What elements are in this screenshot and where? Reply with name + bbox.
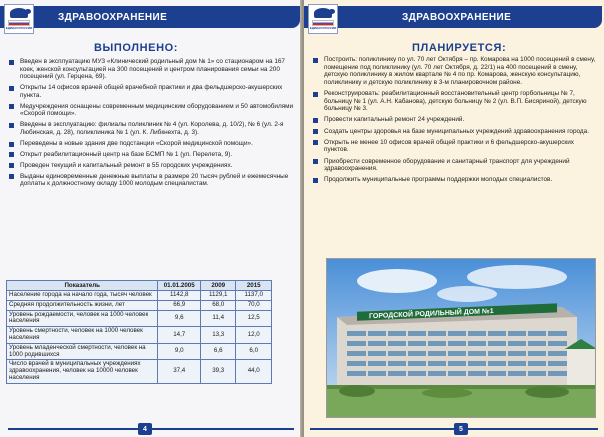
column-header: 01.01.2005 [158,281,201,291]
list-item: Провести капитальный ремонт 24 учреждений. [312,116,598,124]
table-header-row [7,281,272,291]
table-cell: 9,0 [158,343,201,360]
table-cell: 1129,1 [200,291,235,301]
bear-icon [10,8,28,18]
table-row [7,291,272,301]
list-item: Открыт реабилитационный центр на базе БСМП № 1 (ул. Перелета, 9). [8,151,294,159]
table-row [7,343,272,360]
table-cell: 37,4 [158,360,201,383]
table-cell: 66,9 [158,300,201,310]
table-cell: 44,0 [236,360,272,383]
table-cell: 9,6 [158,310,201,327]
table-cell: 1142,8 [158,291,201,301]
table-cell: 14,7 [158,327,201,344]
table-cell: 68,0 [200,300,235,310]
right-page-number: 5 [454,423,468,435]
statistics-table [6,280,272,384]
table-cell: Население города на начало года, тысяч человек [7,291,158,301]
right-section-title: ПЛАНИРУЕТСЯ: [412,42,507,54]
list-item: Приобрести современное оборудование и санитарный транспорт для учреждений здравоохранения. [312,158,598,173]
logo-caption: ЕДИНАЯ РОССИЯ [309,26,337,30]
column-header: Показатель [7,281,158,291]
table-row [7,300,272,310]
left-bullet-list [8,58,294,191]
list-item: Реконструировать: реабилитационный восстановительный центр горбольницы № 7, больницу № 1 (ул. А.Н. Кабанова), детскую больницу № 2 (ул. В.П. Бисяриной), детскую больницу № 3. [312,90,598,113]
maternity-hospital-photo [326,258,596,418]
list-item: Создать центры здоровья на базе муниципальных учреждений здравоохранения города. [312,128,598,136]
logo-caption: ЕДИНАЯ РОССИЯ [5,26,33,30]
hospital-building-image [327,259,596,418]
table-cell: 12,0 [236,327,272,344]
list-item: Открыты 14 офисов врачей общей врачебной практики и два фельдшерско-акушерских пункта. [8,84,294,99]
table-cell: 11,4 [200,310,235,327]
column-header: 2009 [200,281,235,291]
list-item: Открыть не менее 10 офисов врачей общей практики и 6 фельдшерско-акушерских пунктов. [312,139,598,154]
left-header-title: ЗДРАВООХРАНЕНИЕ [58,11,168,23]
left-page-number: 4 [138,423,152,435]
table-row [7,310,272,327]
right-header-bar [304,6,602,28]
right-bullet-list [312,56,598,187]
hospital-sign-text: ГОРОДСКОЙ РОДИЛЬНЫЙ ДОМ №1 [369,308,494,321]
table-cell: Уровень младенческой смертности, человек на 1000 родившихся [7,343,158,360]
list-item: Введен в эксплуатацию МУЗ «Клинический родильный дом № 1» со стационаром на 167 коек, женской консультацией на 300 посещений и центром планирования семьи на 200 посещений (ул. Герцена, 69). [8,58,294,81]
list-item: Выданы единовременные денежные выплаты в размере 20 тысяч рублей и ежемесячные доплаты к должностному окладу 1000 молодым специалистам. [8,173,294,188]
list-item: Переведены в новые здания две подстанции «Скорой медицинской помощи». [8,140,294,148]
list-item: Медучреждения оснащены современным медицинским оборудованием и 50 автомобилями «Скорой помощи». [8,103,294,118]
list-item: Построить: поликлинику по ул. 70 лет Октября – пр. Комарова на 1000 посещений в смену, помещение под поликлинику (ул. 70 лет Октября, д. 22/1) на 400 посещений в смену, детскую поликлинику в жилом квартале № 4 по пр. Комарова, женскую консультацию, поликлинику и детскую поликлинику в 3-м планировочном районе. [312,56,598,86]
party-logo-left [4,4,34,34]
table-cell: 39,3 [200,360,235,383]
table-cell: Уровень рождаемости, человек на 1000 человек населения [7,310,158,327]
list-item: Введены в эксплуатацию: филиалы поликлиник № 4 (ул. Королева, д. 10/2), № 6 (ул. 2-я Любинская, д. 28), поликлиника № 1 (ул. К. Либкнехта, д. 3). [8,121,294,136]
column-header: 2015 [236,281,272,291]
bear-icon [314,8,332,18]
table-cell: Число врачей в муниципальных учреждениях здравоохранения, человек на 10000 человек населения [7,360,158,383]
table-cell: 70,0 [236,300,272,310]
list-item: Проведен текущий и капитальный ремонт в 55 городских учреждениях. [8,162,294,170]
left-section-title: ВЫПОЛНЕНО: [94,42,179,54]
right-header-title: ЗДРАВООХРАНЕНИЕ [402,11,512,23]
table-cell: 12,5 [236,310,272,327]
left-header-bar [0,6,300,28]
table-row [7,360,272,383]
right-page [304,0,604,437]
table-cell: 13,3 [200,327,235,344]
table-cell: 6,6 [200,343,235,360]
table-cell: Уровень смертности, человек на 1000 человек населения [7,327,158,344]
table-cell: 6,0 [236,343,272,360]
party-logo-right [308,4,338,34]
table-cell: Средняя продолжительность жизни, лет [7,300,158,310]
table-row [7,327,272,344]
table-cell: 1137,0 [236,291,272,301]
list-item: Продолжить муниципальные программы поддержки молодых специалистов. [312,176,598,184]
